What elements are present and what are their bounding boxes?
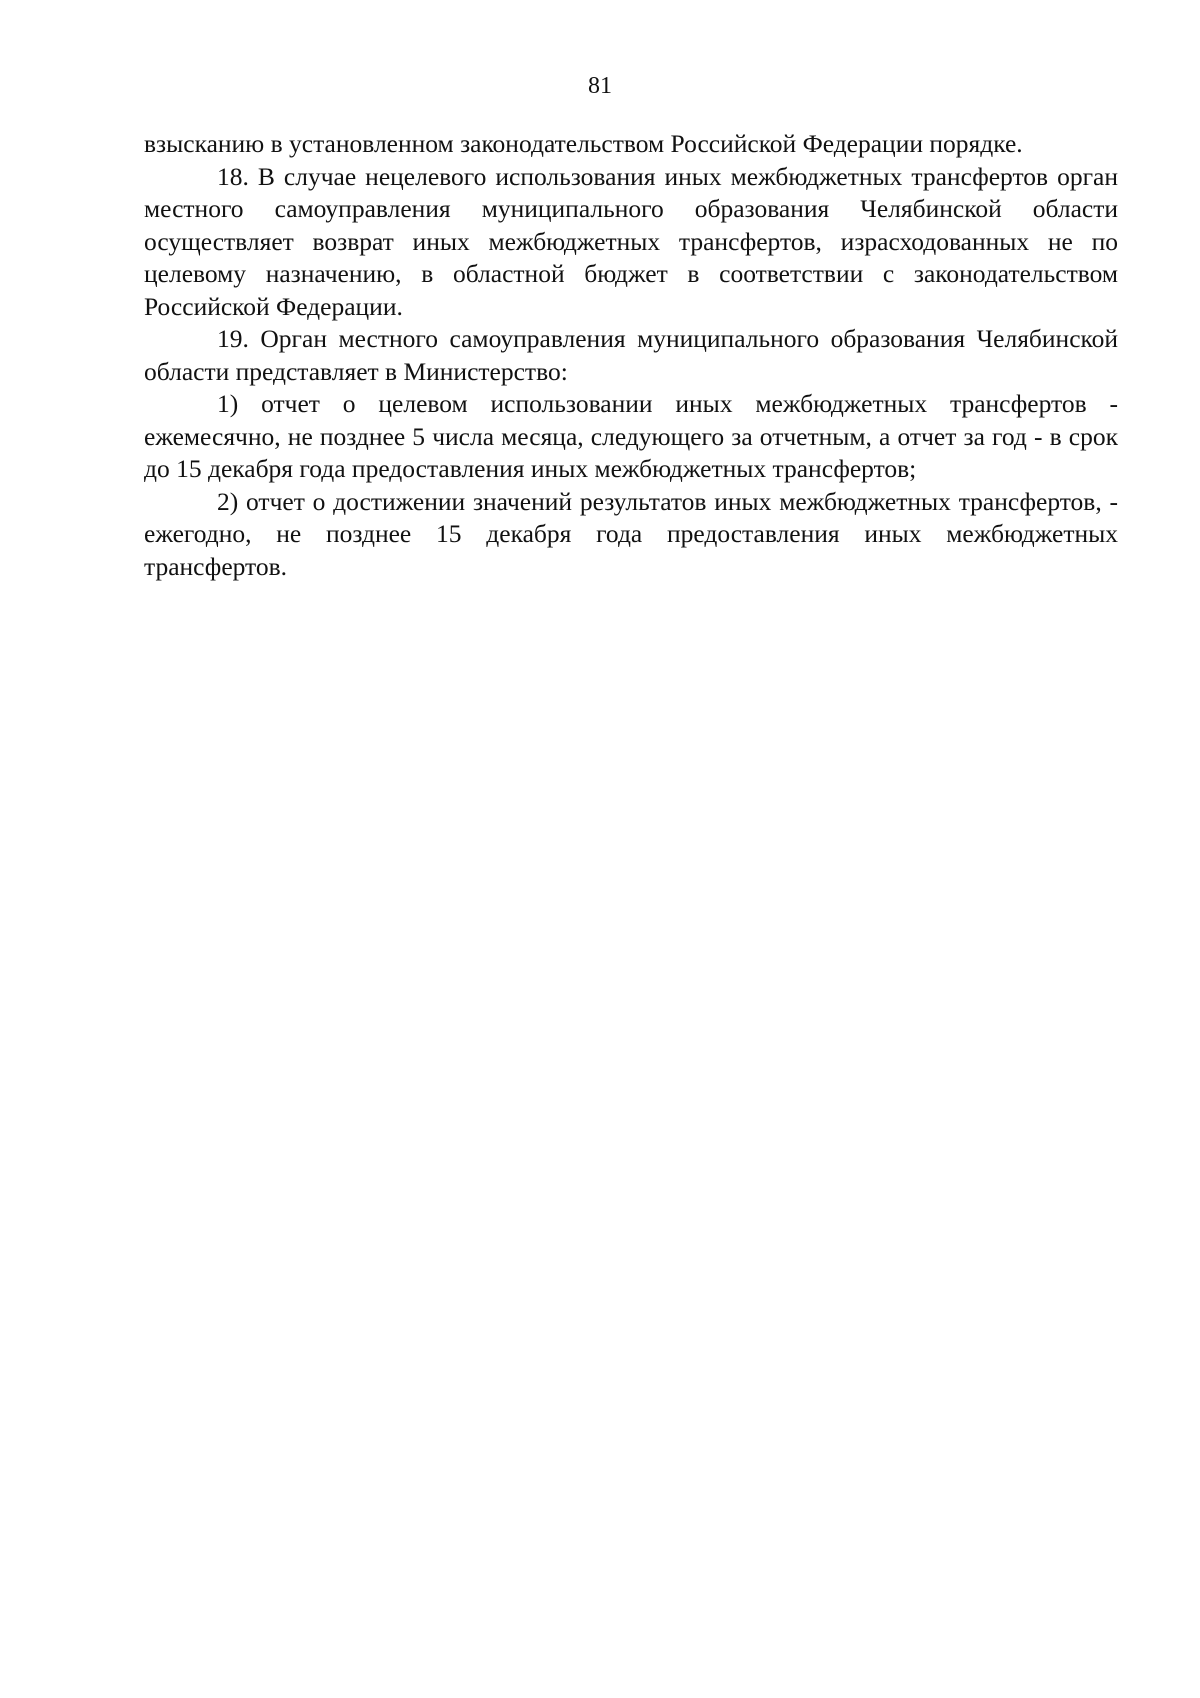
paragraph-subitem-1: 1) отчет о целевом использовании иных межбюджетных трансфертов - ежемесячно, не позднее 5 числа месяца, следующего за отчетным, а отчет за год - в срок до 15 декабря года предоставления иных межбюджетных трансфертов;: [144, 389, 1118, 483]
paragraph-item-19: 19. Орган местного самоуправления муниципального образования Челябинской области представляет в Министерство:: [144, 324, 1118, 386]
document-body: [144, 128, 1118, 583]
paragraph-item-18: 18. В случае нецелевого использования иных межбюджетных трансфертов орган местного самоуправления муниципального образования Челябинской области осуществляет возврат иных межбюджетных трансфертов, израсходованных не по целевому назначению, в областной бюджет в соответствии с законодательством Российской Федерации.: [144, 161, 1118, 321]
page-number: 81: [588, 73, 612, 99]
paragraph-subitem-2: 2) отчет о достижении значений результатов иных межбюджетных трансфертов, - ежегодно, не позднее 15 декабря года предоставления иных межбюджетных трансфертов.: [144, 486, 1118, 581]
paragraph-continuation: взысканию в установленном законодательством Российской Федерации порядке.: [144, 129, 1023, 158]
